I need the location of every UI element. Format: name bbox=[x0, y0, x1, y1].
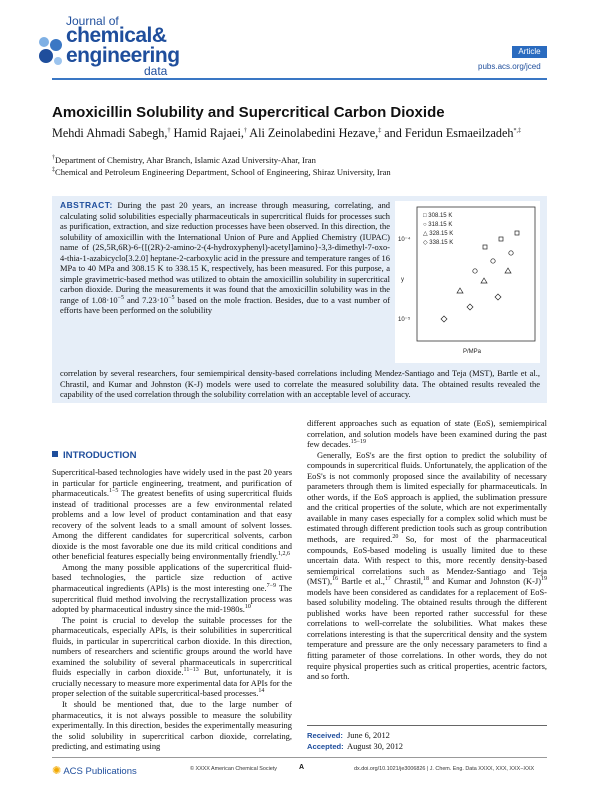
journal-name-line1: chemical& bbox=[66, 24, 167, 47]
affiliation-1-mark: † bbox=[52, 155, 55, 162]
abstract-tail: correlation by several researchers, four semiempirical density-based correlations including Mendez-Santiago and Teja (MST), Bartle et al., Chrastil, and Kumar and Johnston (K-J) models were used to correlate the measured solubility data. The obtained results revealed the capability of the used correlation through the solubility correlation with an acceptable level of accuracy. bbox=[60, 368, 540, 399]
toc-marker bbox=[441, 294, 501, 322]
abstract-exp-2: −5 bbox=[168, 294, 175, 301]
author-4: and Feridun Esmaeilzadeh bbox=[384, 126, 514, 140]
toc-legend-1: □ 308.15 K bbox=[423, 213, 453, 219]
received-value: June 6, 2012 bbox=[347, 730, 390, 740]
toc-ylabel: y bbox=[401, 277, 404, 283]
affiliation-2-text: Chemical and Petroleum Engineering Department, School of Engineering, Shiraz University, Iran bbox=[55, 167, 391, 177]
intro-paragraph-1: Supercritical-based technologies have widely used in the past 20 years in particular for particle engineering, treatment, and purification of pharmaceuticals.$^{1-5}$ The greatest benefits of using supercritical fluids instead of traditional processes are a few environmental related problems and a low level of product contamination and that easy recovery of the solvent leads to a small amount of solvent losses. Among the different candidates for supercritical solvents, carbon dioxide is the most favorable one due its mild critical conditions and other beneficial features especially being environmentally friendly.$^{1,2,6}$ bbox=[52, 467, 292, 562]
right-column bbox=[307, 418, 547, 682]
toc-marker bbox=[491, 259, 495, 263]
affiliation-2 bbox=[52, 167, 391, 177]
toc-marker bbox=[515, 231, 519, 235]
article-title: Amoxicillin Solubility and Supercritical Carbon Dioxide bbox=[52, 104, 445, 121]
toc-legend-3: △ 328.15 K bbox=[423, 231, 454, 237]
author-1: Mehdi Ahmadi Sabegh, bbox=[52, 126, 168, 140]
toc-xlabel: P/MPa bbox=[463, 349, 482, 355]
accepted-value: August 30, 2012 bbox=[347, 741, 404, 751]
right-paragraph-1: Generally, EoS's are the first option to predict the solubility of compounds in supercritical fluids. Unfortunately, the application of the EoS's is not commonly proposed since the availability of necessary parameters through them is limited especially for pharmaceuticals. In other words, if the EoS approach is applied, the sublimation pressure and the critical properties of the solute, which are not experimentally available in many cases especially for a complex solid which must be estimated through different prediction tools such as group contribution methods, are required.$^{20}$ So, for most of the pharmaceutical compounds, EoS-based modeling is usually limited due to these uncertain data. With respect to this, more recently density-based semiempirical correlations such as Mendez-Santiago and Teja (MST),$^{16}$ Bartle et al.,$^{17}$ Chrastil,$^{18}$ and Kumar and Johnston $(K-J)^{19}$ models have been considered as candidates for a replacement of EoS-based solubility modeling. The obtained results through the different published works have been reported rather successful for these correlations to well-correlate the solubilities. What makes these correlations interesting is that the supercritical density and the system temperature and pressure are the only necessary parameters to find a fitting parameter of those correlations. In other words, they do not require physical properties such as critical properties, acentric factors, and so forth. bbox=[307, 449, 548, 682]
journal-name-data: data bbox=[144, 64, 168, 78]
journal-url-link[interactable]: pubs.acs.org/jced bbox=[478, 62, 541, 71]
article-type-badge: Article bbox=[512, 46, 547, 58]
acs-publications-logo bbox=[52, 764, 137, 777]
intro-paragraph-2: Among the many possible applications of the supercritical fluid-based technologies, the particle size reduction of active pharmaceutical ingredients (APIs) is the most interesting one.$^{7-9}$ The supercritical fluid method involving the recrystallization process was adopted by pharmaceutical industry since the mid-1980s.$^{10}$ bbox=[52, 561, 292, 615]
received-label: Received: bbox=[307, 731, 343, 740]
author-2: Hamid Rajaei, bbox=[173, 126, 244, 140]
affiliation-2-mark: ‡ bbox=[52, 167, 55, 174]
toc-marker bbox=[509, 251, 513, 255]
publisher-name: ACS Publications bbox=[63, 766, 137, 777]
author-list bbox=[52, 126, 521, 141]
toc-legend-4: ◇ 338.15 K bbox=[423, 240, 454, 246]
section-heading-introduction bbox=[52, 450, 137, 461]
section-square-icon bbox=[52, 451, 58, 457]
accepted-date bbox=[307, 741, 547, 752]
accepted-label: Accepted: bbox=[307, 742, 344, 751]
author-1-mark: † bbox=[167, 127, 171, 134]
section-heading-text: INTRODUCTION bbox=[63, 450, 137, 461]
right-paragraph-0: different approaches such as equation of state (EoS), semiempirical correlation, and solution models have been examined during the past few decades.$^{15-19}$ bbox=[307, 418, 547, 450]
abstract-text bbox=[60, 200, 390, 316]
abstract-exp-1: −5 bbox=[117, 294, 125, 301]
footer-rule bbox=[52, 757, 547, 758]
left-column bbox=[52, 467, 292, 752]
page-number: A bbox=[299, 764, 305, 771]
copyright: © XXXX American Chemical Society bbox=[190, 766, 277, 772]
intro-paragraph-3: The point is crucial to develop the suitable processes for the pharmaceuticals, especially APIs, is their solubilities in supercritical fluids, in particular in supercritical carbon dioxide. In this direction, numbers of researchers and scientific groups around the world have examined the solubility of several pharmaceuticals in supercritical fluids especially in carbon dioxide.$^{11-13}$ But, unfortunately, it is crucially necessary to measure more experimental data for APIs for the proper selection of the suitable supercritical-based processes.$^{14}$ bbox=[52, 614, 292, 699]
journal-logo bbox=[36, 14, 196, 78]
toc-ytick-1: 10⁻⁴ bbox=[398, 237, 411, 243]
abstract-label: ABSTRACT: bbox=[60, 200, 113, 210]
journal-name-prefix: Journal of bbox=[66, 14, 119, 28]
article-dates bbox=[307, 725, 547, 752]
toc-chart bbox=[395, 201, 540, 363]
affiliation-1-text: Department of Chemistry, Ahar Branch, Islamic Azad University-Ahar, Iran bbox=[55, 155, 316, 165]
author-3-mark: ‡ bbox=[378, 127, 382, 134]
abstract-body-mid: and 7.23·10 bbox=[124, 294, 169, 305]
toc-ytick-2: 10⁻⁵ bbox=[398, 317, 411, 323]
acs-logo-icon: ✺ bbox=[52, 765, 62, 777]
intro-paragraph-4: It should be mentioned that, due to the large number of pharmaceutics, it is not always possible to measure the solubility experimentally. In this direction, besides the experimentally measuring the solid solubility in supercritical carbon dioxide, correlating, predicting, and estimating using bbox=[52, 699, 292, 752]
abstract-body: During the past 20 years, an increase through measuring, correlating, and calculating solid solubilities especially pharmaceuticals in supercritical fluids for processes such as purification, extraction, and size reduction processes have been observed. In this direction, the solubility of amoxicillin with the International Union of Pure and Applied Chemistry (IUPAC) name of (2S,5R,6R)-6-{[(2R)-2-amino-2-(4-hydroxyphenyl)-acetyl]amino}-3,3-dimethyl-7-oxo-4-thia-1-azabicyclo[3.2.0] heptane-2-carboxylic acid in the pressure and temperature ranges of 16 MPa to 40 MPa and 308.15 K to 338.15 K, respectively, has been measured. For this purpose, a simple gravimetric-based method was utilized to obtain the amoxicillin solubility in supercritical carbon dioxide. During the measurements it was found that the amoxicillin solubility was in the range of 1.08·10 bbox=[60, 200, 391, 305]
journal-name-line2: engineering bbox=[66, 44, 180, 67]
toc-marker bbox=[483, 245, 487, 249]
received-date bbox=[307, 730, 547, 741]
abstract-body-end: based on the mole fraction. Besides, due to a vast number of efforts have been performed on the solubility bbox=[60, 294, 391, 315]
toc-graphic bbox=[395, 201, 540, 363]
doi-link[interactable]: dx.doi.org/10.1021/je3006826 | J. Chem. Eng. Data XXXX, XXX, XXX−XXX bbox=[354, 766, 535, 772]
toc-marker bbox=[499, 237, 503, 241]
affiliation-1 bbox=[52, 155, 316, 165]
author-2-mark: † bbox=[243, 127, 247, 134]
toc-legend-2: ○ 318.15 K bbox=[423, 222, 453, 228]
toc-marker bbox=[457, 268, 511, 293]
toc-marker bbox=[473, 269, 477, 273]
author-3: Ali Zeinolabedini Hezave, bbox=[249, 126, 379, 140]
author-4-mark: *,‡ bbox=[513, 127, 522, 134]
toc-legend bbox=[423, 213, 453, 246]
journal-logo-icon bbox=[36, 34, 64, 68]
header-rule bbox=[52, 78, 547, 80]
